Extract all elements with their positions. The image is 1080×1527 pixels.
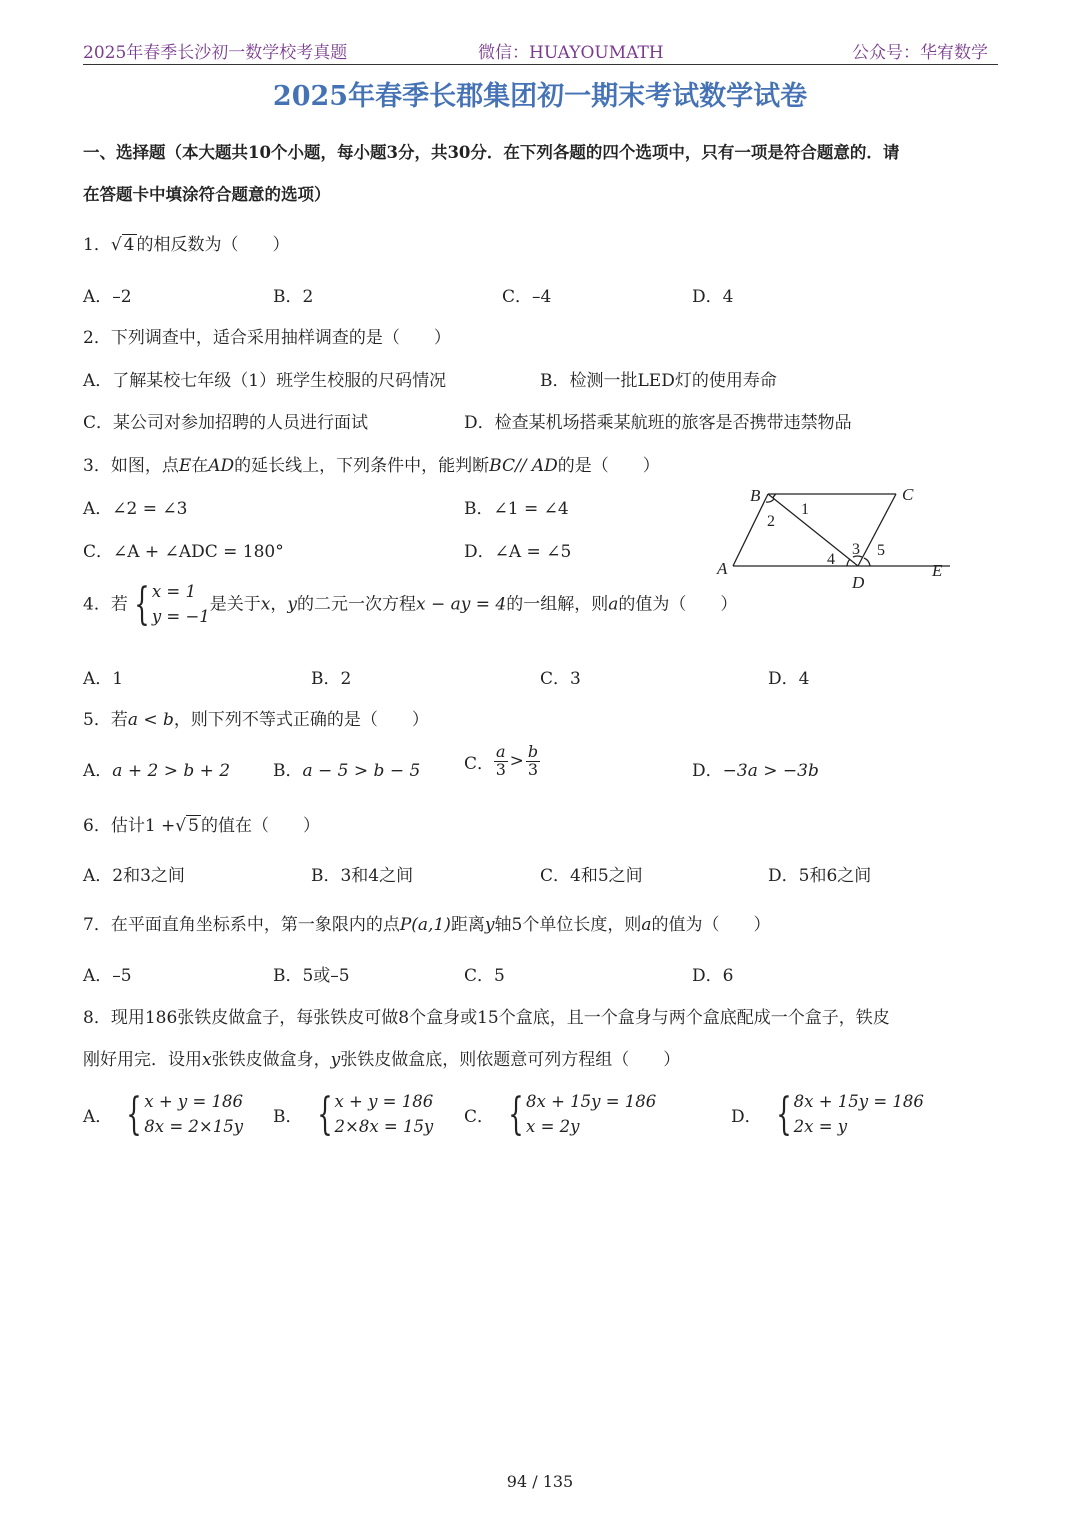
question-4-stem [83,580,737,630]
math-var: y [330,1050,341,1070]
question-8-stem-line2 [83,1045,680,1070]
option-label: B． [273,761,303,781]
option-expression: −3a > −3b [722,761,819,781]
header-account-text: 公众号：华宥数学 [852,43,988,63]
question-text: 轴5个单位长度，则 [494,915,642,935]
q5-option-d[interactable] [692,756,819,781]
header-divider [83,64,998,65]
denominator: 3 [495,759,506,779]
q6-option-c[interactable]: C．4和5之间 [540,866,643,886]
math-var: a [608,594,619,615]
system-row-2: 2x = y [793,1116,848,1136]
header-wechat-text: 微信：HUAYOUMATH [478,43,664,63]
page-number: 94 / 135 [506,1472,574,1491]
option-label: A． [83,1107,113,1128]
brace-glyph: { [775,1088,792,1140]
question-text: 在 [191,456,209,476]
q2-option-a[interactable]: A．了解某校七年级（1）班学生校服的尺码情况 [83,371,447,391]
label-angle-5: 5 [877,542,885,559]
q4-option-b[interactable]: B．2 [311,669,352,689]
q6-option-b[interactable]: B．3和4之间 [311,866,414,886]
option-expression: a + 2 > b + 2 [112,761,231,781]
q4-option-c[interactable]: C．3 [540,669,581,689]
angle-arc-5 [864,558,870,566]
denominator: 3 [527,759,539,779]
question-text: 刚好用完．设用 [83,1050,202,1070]
option-label: B． [273,1107,303,1128]
q3-option-b[interactable]: B．∠1 = ∠4 [464,499,569,519]
system-row-1: x = 1 [151,582,196,601]
brace-glyph: { [316,1088,333,1140]
q7-option-b[interactable]: B．5或–5 [273,966,350,986]
option-label: C． [464,753,495,774]
question-text: 的一组解，则 [506,594,609,615]
q4-option-a[interactable]: A．1 [83,669,124,689]
sqrt-expression: √ 4 [110,235,135,255]
brace-glyph: { [134,578,150,630]
numerator: a [496,742,506,761]
question-text: 3．如图，点 [83,456,179,476]
question-text: 的值为（ ） [618,594,738,615]
radicand: 5 [188,816,199,836]
label-point-b: B [750,486,761,505]
operator: > [509,751,524,772]
angle-arc-2 [766,499,774,502]
q2-option-b[interactable]: B．检测一批LED灯的使用寿命 [540,371,777,391]
system-row-1: 8x + 15y = 186 [793,1092,924,1111]
question-text: 的延长线上，下列条件中，能判断 [234,456,490,476]
question-number: 5．若 [83,710,128,730]
option-label: D． [731,1107,762,1128]
geometry-figure [710,482,960,592]
question-1-stem [83,230,290,255]
q5-option-b[interactable] [273,756,420,781]
question-text: 7．在平面直角坐标系中，第一象限内的点 [83,915,400,935]
system-row-2: 8x = 2×15y [144,1116,244,1136]
angle-arc-4 [847,559,850,566]
q6-option-a[interactable]: A．2和3之间 [83,866,185,886]
math-var: x [202,1050,212,1070]
question-7-stem [83,910,770,935]
q2-option-c[interactable]: C．某公司对参加招聘的人员进行面试 [83,413,369,433]
segment-bd [768,494,858,566]
math-expression: P(a,1) [399,915,451,935]
fraction [526,744,540,779]
q3-option-c[interactable]: C．∠A + ∠ADC = 180° [83,542,284,562]
q4-option-d[interactable]: D．4 [768,669,810,689]
system-row-2: 2×8x = 15y [334,1116,434,1136]
question-text: 的值为（ ） [651,915,771,935]
question-text: 的是（ ） [557,456,660,476]
option-expression: a − 5 > b − 5 [302,761,421,781]
math-var: y [287,594,297,615]
q7-option-d[interactable]: D．6 [692,966,734,986]
question-text: 的值在（ ） [200,816,320,836]
q3-option-a[interactable]: A．∠2 = ∠3 [83,499,188,519]
question-text: 张铁皮做盒身， [211,1050,331,1070]
header-left-text: 2025年春季长沙初一数学校考真题 [83,43,348,63]
system-row-2: y = −1 [151,606,210,626]
question-text: 是关于 [209,594,261,615]
label-angle-4: 4 [827,551,835,568]
q7-option-c[interactable]: C．5 [464,966,505,986]
question-2-stem: 2．下列调查中，适合采用抽样调查的是（ ） [83,328,451,348]
question-text: 距离 [450,915,485,935]
label-angle-3: 3 [852,541,860,558]
system-row-2: x = 2y [526,1116,580,1136]
question-number: 6．估计 [83,816,145,836]
q8-option-d[interactable] [731,1090,924,1140]
numerator: b [527,742,539,761]
radicand: 4 [123,235,135,255]
math-expression: a < b [127,710,174,730]
label-point-c: C [902,485,914,504]
math-var: E [178,456,192,476]
math-expression: x − ay = 4 [416,594,507,615]
system-row-1: x + y = 186 [144,1092,244,1111]
label-angle-1: 1 [801,501,809,518]
math-expression: 1 + [144,816,176,836]
question-number: 4．若 [83,594,128,615]
question-text: 的二元一次方程 [297,594,416,615]
system-row-1: 8x + 15y = 186 [526,1092,657,1111]
math-expression: BC// AD [489,456,558,476]
math-var: y [484,915,495,935]
q5-option-c[interactable] [464,744,540,779]
equation-system [128,580,210,630]
q5-option-a[interactable] [83,756,230,781]
sqrt-expression: √ 5 [175,816,199,836]
q2-option-d[interactable]: D．检查某机场搭乘某航班的旅客是否携带违禁物品 [464,413,852,433]
q8-option-c[interactable] [464,1090,656,1140]
q8-option-b[interactable] [273,1090,433,1140]
q7-option-a[interactable]: A．–5 [83,966,132,986]
question-3-stem [83,451,660,476]
brace-glyph: { [126,1088,142,1140]
math-var: AD [208,456,235,476]
section-heading-line2: 在答题卡中填涂符合题意的选项） [83,185,331,204]
q6-option-d[interactable]: D．5和6之间 [768,866,872,886]
system-row-1: x + y = 186 [334,1092,434,1111]
question-8-stem-line1: 8．现用186张铁皮做盒子，每张铁皮可做8个盒身或15个盒底，且一个盒身与两个盒底配成一个盒子，铁皮 [83,1008,890,1028]
q1-option-b[interactable]: B．2 [273,287,314,307]
label-point-d: D [852,573,865,592]
option-label: C． [464,1107,495,1128]
label-angle-2: 2 [767,513,775,530]
fraction [494,744,508,779]
question-text: 张铁皮做盒底，则依题意可列方程组（ ） [340,1050,681,1070]
page-title: 2025年春季长郡集团初一期末考试数学试卷 [272,81,808,112]
math-var: a [641,915,652,935]
question-text: 的相反数为（ ） [136,235,290,255]
label-point-a: A [717,559,728,578]
section-heading-line1: 一、选择题（本大题共10个小题，每小题3分，共30分．在下列各题的四个选项中，只有一项是符合题意的．请 [83,143,900,162]
question-number: 1． [83,235,111,255]
label-point-e: E [932,561,943,580]
brace-glyph: { [508,1088,524,1140]
question-text: ，则下列不等式正确的是（ ） [173,710,429,730]
option-label: A． [83,761,113,781]
punctuation: ， [270,594,288,615]
question-6-stem [83,811,320,836]
q8-option-a[interactable] [83,1090,243,1140]
q1-option-d[interactable]: D．4 [692,287,734,307]
option-label: D． [692,761,723,781]
q3-option-d[interactable]: D．∠A = ∠5 [464,542,572,562]
q1-option-a[interactable]: A．–2 [83,287,132,307]
question-5-stem [83,705,429,730]
math-var: x [260,594,271,615]
q1-option-c[interactable]: C．–4 [502,287,552,307]
